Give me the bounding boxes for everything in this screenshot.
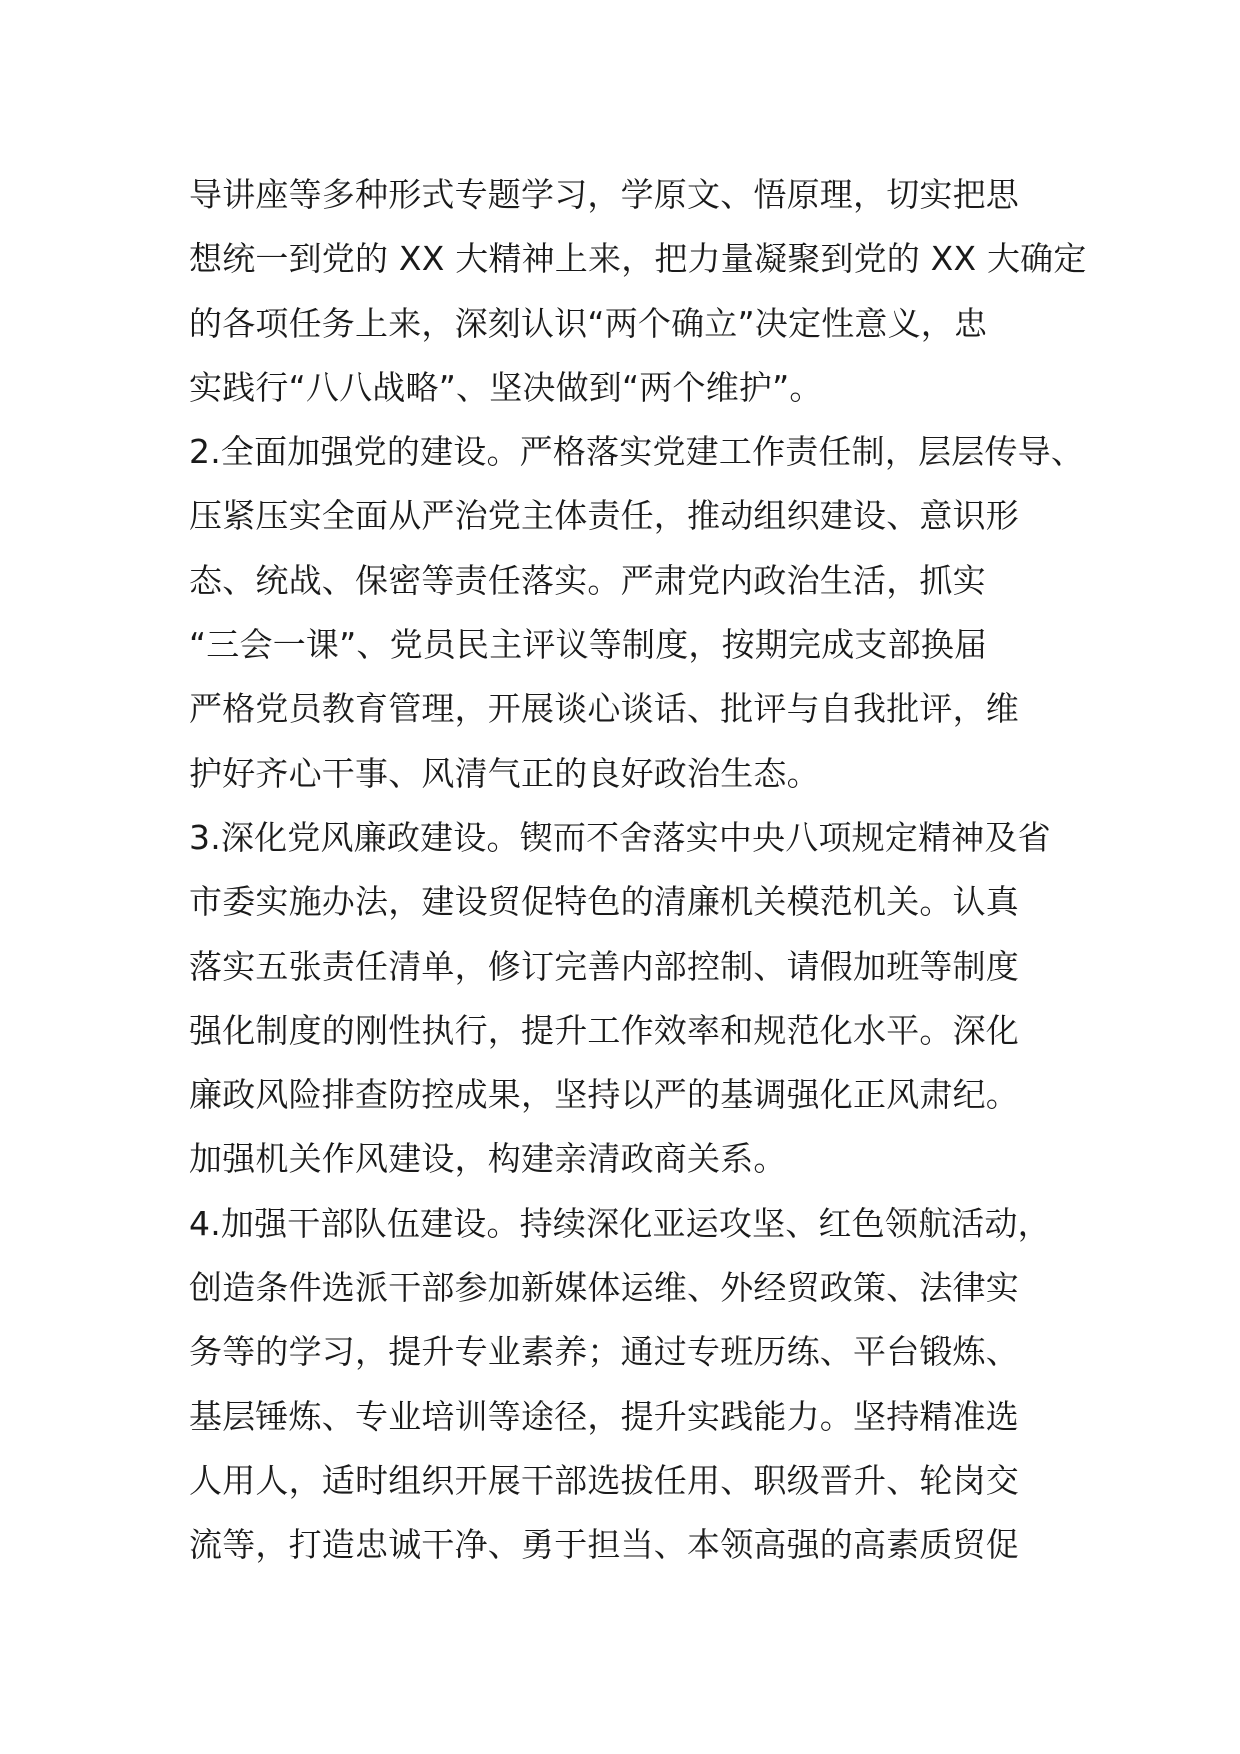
text-line: 2.全面加强党的建设。严格落实党建工作责任制，层层传导、: [189, 432, 1085, 472]
text-line: 的各项任务上来，深刻认识“两个确立”决定性意义，忠: [189, 303, 988, 343]
text-line: 创造条件选派干部参加新媒体运维、外经贸政策、法律实: [189, 1268, 1019, 1308]
text-line: 实践行“八八战略”、坚决做到“两个维护”。: [189, 367, 823, 407]
text-line: 市委实施办法，建设贸促特色的清廉机关模范机关。认真: [189, 882, 1019, 922]
document-body: [189, 163, 1089, 1578]
text-line: 基层锤炼、专业培训等途径，提升实践能力。坚持精准选: [189, 1396, 1019, 1436]
text-line: 流等，打造忠诚干净、勇于担当、本领高强的高素质贸促: [189, 1525, 1019, 1565]
text-line: 3.深化党风廉政建设。锲而不舍落实中央八项规定精神及省: [189, 817, 1051, 857]
text-line: “三会一课”、党员民主评议等制度，按期完成支部换届: [189, 625, 988, 665]
text-line: 4.加强干部队伍建设。持续深化亚运攻坚、红色领航活动，: [189, 1203, 1051, 1243]
text-line: 强化制度的刚性执行，提升工作效率和规范化水平。深化: [189, 1010, 1019, 1050]
text-line: 廉政风险排查防控成果，坚持以严的基调强化正风肃纪。: [189, 1075, 1019, 1115]
text-line: 态、统战、保密等责任落实。严肃党内政治生活，抓实: [189, 560, 986, 600]
text-line: 务等的学习，提升专业素养；通过专班历练、平台锻炼、: [189, 1332, 1019, 1372]
text-line: 导讲座等多种形式专题学习，学原文、悟原理，切实把思: [189, 175, 1019, 214]
text-line: 人用人，适时组织开展干部选拔任用、职级晋升、轮岗交: [189, 1460, 1019, 1500]
text-line: 落实五张责任清单，修订完善内部控制、请假加班等制度: [189, 946, 1019, 986]
text-line: 护好齐心干事、风清气正的良好政治生态。: [189, 753, 820, 793]
text-line: 严格党员教育管理，开展谈心谈话、批评与自我批评，维: [189, 689, 1019, 729]
text-line: 想统一到党的 XX 大精神上来，把力量凝聚到党的 XX 大确定: [189, 239, 1087, 279]
text-line: 加强机关作风建设，构建亲清政商关系。: [189, 1139, 787, 1179]
text-line: 压紧压实全面从严治党主体责任，推动组织建设、意识形: [189, 496, 1019, 536]
